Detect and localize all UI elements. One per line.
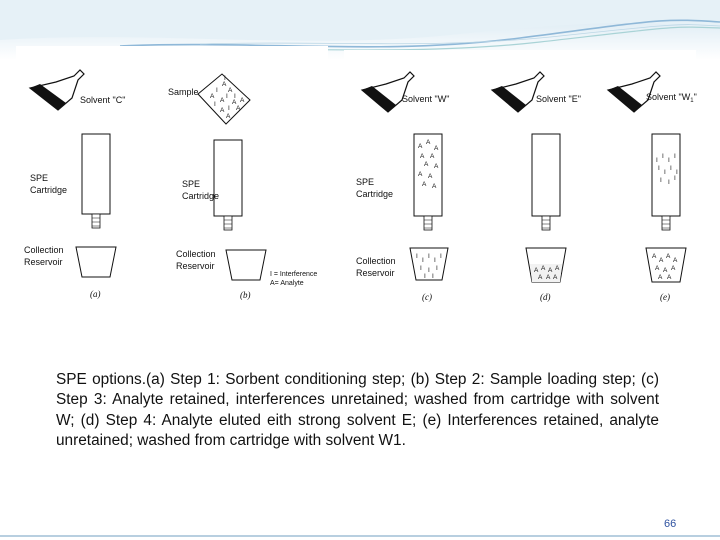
spe-cartridge	[532, 134, 560, 216]
interference-glyph: I	[434, 257, 436, 264]
analyte-glyph: A	[418, 143, 423, 150]
reservoir-label-line2: Reservoir	[356, 268, 395, 278]
interference-glyph: I	[224, 75, 226, 82]
reservoir-label-line1: Collection	[24, 245, 64, 255]
cartridge-label-line2: Cartridge	[182, 191, 220, 201]
interference-glyph: I	[440, 253, 442, 260]
analyte-glyph: A	[220, 107, 225, 114]
analyte-glyph: A	[546, 274, 551, 281]
analyte-glyph: A	[222, 81, 227, 88]
analyte-glyph: A	[232, 99, 237, 106]
interference-glyph: I	[428, 267, 430, 274]
analyte-glyph: A	[667, 274, 672, 281]
analyte-glyph: A	[553, 274, 558, 281]
interference-glyph: I	[428, 253, 430, 260]
analyte-glyph: A	[434, 163, 439, 170]
analyte-glyph: A	[659, 257, 664, 264]
solvent-label-subscript: 1	[690, 98, 694, 104]
reservoir-label-line2: Reservoir	[24, 257, 63, 267]
reservoir-label-line1: Collection	[176, 249, 216, 259]
analyte-glyph: A	[534, 267, 539, 274]
solvent-label: Solvent "C"	[80, 95, 126, 105]
analyte-glyph: A	[548, 267, 553, 274]
legend-interference: I = Interference	[270, 271, 318, 278]
analyte-glyph: A	[428, 173, 433, 180]
solvent-label: Solvent "E"	[536, 94, 581, 104]
analyte-glyph: A	[236, 105, 241, 112]
interference-glyph: I	[668, 157, 670, 164]
analyte-glyph: A	[658, 274, 663, 281]
cartridge-label-line2: Cartridge	[356, 189, 394, 199]
solvent-label: Solvent "W"	[402, 94, 450, 104]
analyte-glyph: A	[220, 97, 225, 104]
analyte-glyph: A	[663, 267, 668, 274]
interference-glyph: I	[234, 93, 236, 100]
analyte-glyph: A	[418, 171, 423, 178]
interference-glyph: I	[662, 153, 664, 160]
analyte-glyph: A	[673, 257, 678, 264]
panel-letter: (c)	[422, 292, 432, 302]
interference-glyph: I	[668, 179, 670, 186]
analyte-glyph: A	[430, 153, 435, 160]
analyte-glyph: A	[666, 253, 671, 260]
page-number: 66	[664, 518, 677, 530]
collection-reservoir	[226, 250, 266, 280]
panel-letter: (b)	[240, 290, 251, 300]
interference-glyph: I	[226, 93, 228, 100]
spe-cartridge	[82, 134, 110, 214]
analyte-glyph: A	[420, 153, 425, 160]
analyte-glyph: A	[432, 183, 437, 190]
solvent-label-end: "	[693, 92, 697, 102]
cartridge-label-line1: SPE	[30, 173, 49, 183]
legend-analyte: A= Analyte	[270, 280, 304, 287]
interference-glyph: I	[656, 157, 658, 164]
reservoir-label-line1: Collection	[356, 256, 396, 266]
cartridge-label-line1: SPE	[182, 179, 201, 189]
interference-glyph: I	[416, 253, 418, 260]
interference-glyph: I	[664, 169, 666, 176]
analyte-glyph: A	[422, 181, 427, 188]
interference-glyph: I	[658, 165, 660, 172]
analyte-glyph: A	[210, 93, 215, 100]
panel-letter: (e)	[660, 292, 670, 302]
interference-glyph: I	[424, 273, 426, 280]
interference-glyph: I	[422, 257, 424, 264]
analyte-glyph: A	[228, 87, 233, 94]
interference-glyph: I	[660, 177, 662, 184]
interference-glyph: I	[420, 265, 422, 272]
cartridge-label-line1: SPE	[356, 177, 375, 187]
interference-glyph: I	[676, 169, 678, 176]
cartridge-label-line2: Cartridge	[30, 185, 68, 195]
analyte-glyph: A	[671, 265, 676, 272]
analyte-glyph: A	[538, 274, 543, 281]
interference-glyph: I	[670, 165, 672, 172]
analyte-glyph: A	[434, 145, 439, 152]
panel-letter: (d)	[540, 292, 551, 302]
panel-letter: (a)	[90, 289, 101, 299]
analyte-glyph: A	[240, 97, 245, 104]
analyte-glyph: A	[541, 265, 546, 272]
interference-glyph: I	[674, 175, 676, 182]
interference-glyph: I	[228, 105, 230, 112]
analyte-glyph: A	[655, 265, 660, 272]
interference-glyph: I	[216, 87, 218, 94]
interference-glyph: I	[674, 153, 676, 160]
analyte-glyph: A	[555, 265, 560, 272]
interference-glyph: I	[432, 273, 434, 280]
analyte-glyph: A	[424, 161, 429, 168]
figure-caption: SPE options.(a) Step 1: Sorbent conditioning step; (b) Step 2: Sample loading step; (c) Step 3: Analyte retained, interferences unretained; washed from cartridge with solvent W; (d) Step 4: Analyte eluted eith strong solvent E; (e) Interferences retained, analyte unretained; washed from cartridge with solvent W1.	[56, 371, 659, 450]
solvent-label-main: Solvent "W	[646, 92, 691, 102]
interference-glyph: I	[436, 265, 438, 272]
analyte-glyph: A	[426, 139, 431, 146]
spe-cartridge	[214, 140, 242, 216]
analyte-glyph: A	[652, 253, 657, 260]
collection-reservoir	[76, 247, 116, 277]
reservoir-label-line2: Reservoir	[176, 261, 215, 271]
sample-label: Sample	[168, 87, 199, 97]
interference-glyph: I	[214, 101, 216, 108]
analyte-glyph: A	[226, 113, 231, 120]
